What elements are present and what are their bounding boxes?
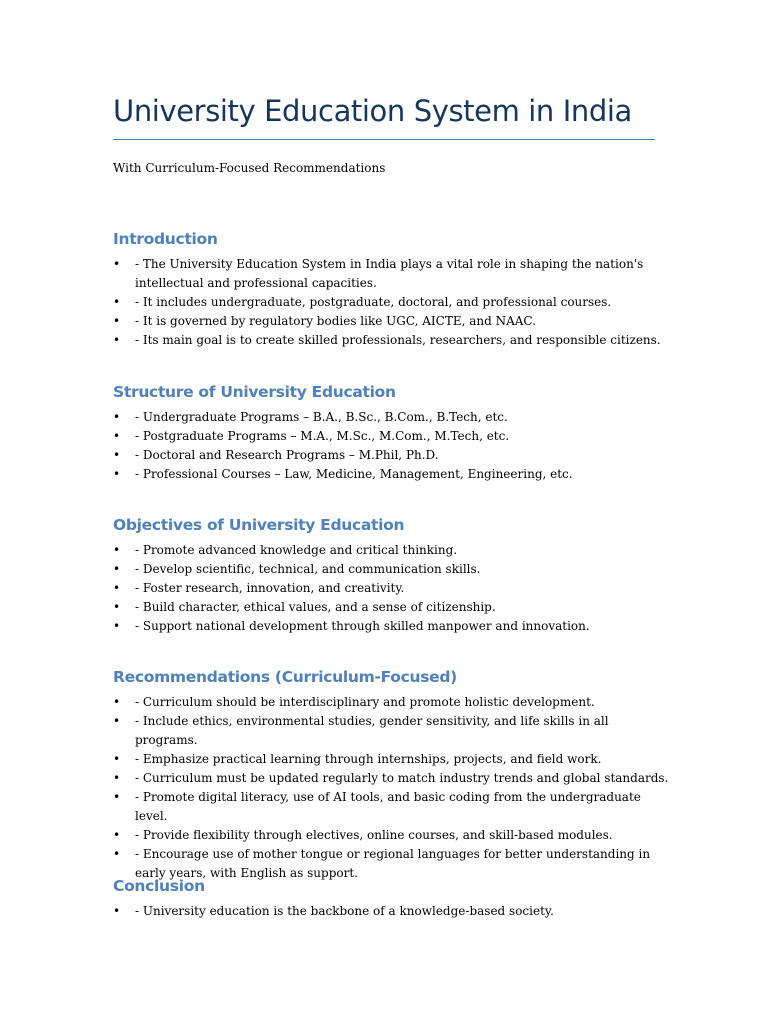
list-item-text: - Professional Courses – Law, Medicine, Management, Engineering, etc. [135, 467, 573, 481]
list-item-text: - Foster research, innovation, and creativity. [135, 581, 405, 595]
list-item [113, 312, 673, 331]
list-item-text: - Postgraduate Programs – M.A., M.Sc., M.Com., M.Tech, etc. [135, 429, 510, 443]
list-item [113, 331, 673, 350]
bullet-icon: • [113, 790, 121, 804]
bullet-icon: • [113, 695, 121, 709]
list-item [113, 617, 673, 636]
bullet-icon: • [113, 467, 121, 481]
list-item-text: - It is governed by regulatory bodies like UGC, AICTE, and NAAC. [135, 314, 537, 328]
list-item [113, 750, 673, 769]
bullet-icon: • [113, 771, 121, 785]
list-item-text: - It includes undergraduate, postgraduate, doctoral, and professional courses. [135, 295, 612, 309]
list-item-text: - Include ethics, environmental studies, gender sensitivity, and life skills in all programs. [135, 714, 609, 747]
document-subtitle: With Curriculum-Focused Recommendations [113, 161, 386, 175]
list-item [113, 255, 673, 293]
list-item-text: - Curriculum must be updated regularly to match industry trends and global standards. [135, 771, 669, 785]
list-item-text: - The University Education System in India plays a vital role in shaping the nation's intellectual and professional capacities. [135, 257, 644, 290]
bullet-icon: • [113, 333, 121, 347]
section-introduction [113, 230, 673, 350]
bullet-icon: • [113, 410, 121, 424]
list-item [113, 560, 673, 579]
list-item-text: - Promote advanced knowledge and critical thinking. [135, 543, 458, 557]
bullet-list [113, 902, 673, 921]
list-item [113, 902, 673, 921]
bullet-icon: • [113, 448, 121, 462]
list-item [113, 541, 673, 560]
bullet-list [113, 255, 673, 350]
bullet-icon: • [113, 752, 121, 766]
bullet-icon: • [113, 295, 121, 309]
bullet-list [113, 541, 673, 636]
bullet-icon: • [113, 562, 121, 576]
bullet-icon: • [113, 543, 121, 557]
bullet-icon: • [113, 904, 121, 918]
list-item [113, 293, 673, 312]
document-title: University Education System in India [113, 94, 632, 128]
list-item-text: - Its main goal is to create skilled professionals, researchers, and responsible citizens. [135, 333, 661, 347]
bullet-icon: • [113, 600, 121, 614]
bullet-icon: • [113, 828, 121, 842]
list-item-text: - Provide flexibility through electives, online courses, and skill-based modules. [135, 828, 613, 842]
list-item-text: - Support national development through skilled manpower and innovation. [135, 619, 590, 633]
list-item-text: - Doctoral and Research Programs – M.Phil, Ph.D. [135, 448, 439, 462]
title-divider [113, 139, 655, 140]
bullet-icon: • [113, 714, 121, 728]
list-item-text: - Emphasize practical learning through internships, projects, and field work. [135, 752, 602, 766]
list-item-text: - Encourage use of mother tongue or regional languages for better understanding in early years, with English as support. [135, 847, 651, 880]
list-item-text: - Develop scientific, technical, and communication skills. [135, 562, 481, 576]
bullet-icon: • [113, 847, 121, 861]
list-item [113, 408, 673, 427]
list-item-text: - Curriculum should be interdisciplinary and promote holistic development. [135, 695, 595, 709]
section-heading: Introduction [113, 230, 218, 248]
bullet-icon: • [113, 429, 121, 443]
section-conclusion [113, 877, 673, 921]
section-objectives [113, 516, 673, 636]
section-heading: Conclusion [113, 877, 205, 895]
list-item [113, 769, 673, 788]
list-item [113, 693, 673, 712]
bullet-icon: • [113, 619, 121, 633]
list-item [113, 826, 673, 845]
section-heading: Structure of University Education [113, 383, 396, 401]
bullet-icon: • [113, 257, 121, 271]
list-item-text: - Promote digital literacy, use of AI tools, and basic coding from the undergraduate level. [135, 790, 641, 823]
section-structure [113, 383, 673, 484]
bullet-icon: • [113, 581, 121, 595]
list-item-text: - University education is the backbone of a knowledge-based society. [135, 904, 554, 918]
list-item-text: - Build character, ethical values, and a sense of citizenship. [135, 600, 496, 614]
section-heading: Recommendations (Curriculum-Focused) [113, 668, 457, 686]
list-item [113, 788, 673, 826]
list-item [113, 465, 673, 484]
list-item [113, 446, 673, 465]
list-item [113, 712, 673, 750]
section-recommendations [113, 668, 673, 883]
section-heading: Objectives of University Education [113, 516, 405, 534]
list-item-text: - Undergraduate Programs – B.A., B.Sc., B.Com., B.Tech, etc. [135, 410, 508, 424]
bullet-icon: • [113, 314, 121, 328]
list-item [113, 598, 673, 617]
bullet-list [113, 693, 673, 883]
list-item [113, 427, 673, 446]
bullet-list [113, 408, 673, 484]
list-item [113, 579, 673, 598]
